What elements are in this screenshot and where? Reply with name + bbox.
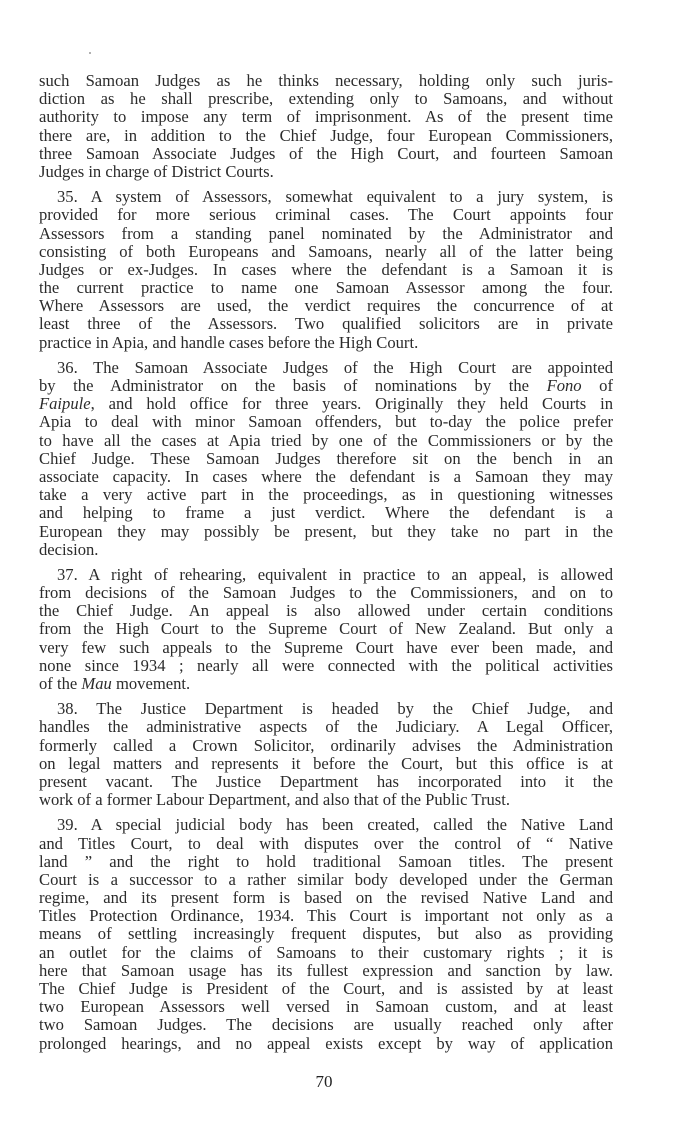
text-line: The Chief Judge is President of the Court, and is assisted by at least: [39, 979, 613, 998]
text-line: [39, 675, 613, 693]
text-line: Where Assessors are used, the verdict requires the concurrence of at: [39, 296, 613, 316]
paragraph: [39, 72, 613, 181]
text-line: 39. A special judicial body has been created, called the Native Land: [57, 815, 613, 835]
italic-term: Mau: [81, 674, 112, 693]
text-line: handles the administrative aspects of the Judiciary. A Legal Officer,: [39, 717, 613, 737]
text-line: Apia to deal with minor Samoan offenders, but to-day the police prefer: [39, 412, 613, 432]
text-line: Titles Protection Ordinance, 1934. This Court is important not only as a: [39, 906, 613, 926]
italic-term: Fono: [546, 376, 582, 395]
text-line: two European Assessors well versed in Samoan custom, and at least: [39, 997, 613, 1017]
text-line: none since 1934 ; nearly all were connected with the political activities: [39, 655, 613, 675]
text-line: diction as he shall prescribe, extending only to Samoans, and without: [39, 89, 613, 109]
text-line: practice in Apia, and handle cases before the High Court.: [39, 332, 419, 352]
text-line: and Titles Court, to deal with disputes over the control of “ Native: [39, 833, 613, 853]
paragraph: [39, 566, 613, 693]
text-line: [39, 377, 613, 395]
text-line: authority to impose any term of imprisonment. As of the present time: [39, 107, 613, 127]
text-line: Judges or ex-Judges. In cases where the defendant is a Samoan it is: [39, 259, 613, 279]
scan-speck: [89, 52, 91, 54]
text-segment: by the Administrator on the basis of nominations by the: [39, 376, 547, 395]
text-line: the current practice to name one Samoan Assessor among the four.: [39, 278, 613, 298]
text-line: 36. The Samoan Associate Judges of the High Court are appointed: [57, 357, 613, 377]
text-line: there are, in addition to the Chief Judge, four European Commissioners,: [39, 125, 613, 145]
text-line: 38. The Justice Department is headed by the Chief Judge, and: [57, 699, 613, 719]
text-line: such Samoan Judges as he thinks necessary, holding only such juris-: [39, 71, 613, 90]
text-line: European they may possibly be present, but they take no part in the: [39, 521, 613, 541]
text-line: consisting of both Europeans and Samoans, nearly all of the latter being: [39, 241, 613, 261]
text-line: Chief Judge. These Samoan Judges therefore sit on the bench in an: [39, 448, 613, 468]
text-segment: , and hold office for three years. Originally they held Courts in: [90, 394, 613, 414]
paragraph: [39, 816, 613, 1052]
text-line: regime, and its present form is based on the revised Native Land and: [39, 888, 613, 908]
text-line: [39, 395, 613, 413]
text-segment: movement.: [111, 674, 191, 693]
text-segment: of: [581, 376, 613, 395]
italic-term: Faipule: [39, 394, 91, 414]
text-line: take a very active part in the proceedings, as in questioning witnesses: [39, 485, 613, 505]
text-line: means of settling increasingly frequent disputes, but also as providing: [39, 924, 613, 944]
text-line: Assessors from a standing panel nominated by the Administrator and: [39, 223, 613, 243]
body-text: [39, 72, 613, 1060]
text-line: from decisions of the Samoan Judges to the Commissioners, and on to: [39, 583, 613, 603]
text-line: 35. A system of Assessors, somewhat equivalent to a jury system, is: [57, 187, 613, 207]
text-line: formerly called a Crown Solicitor, ordinarily advises the Administration: [39, 735, 613, 755]
text-line: two Samoan Judges. The decisions are usually reached only after: [39, 1015, 613, 1035]
text-line: prolonged hearings, and no appeal exists except by way of application: [39, 1033, 613, 1053]
text-line: here that Samoan usage has its fullest expression and sanction by law.: [39, 960, 613, 980]
text-line: the Chief Judge. An appeal is also allowed under certain conditions: [39, 601, 613, 621]
page-number: 70: [315, 1072, 333, 1091]
text-line: provided for more serious criminal cases. The Court appoints four: [39, 205, 613, 225]
text-line: least three of the Assessors. Two qualified solicitors are in private: [39, 314, 613, 334]
text-line: decision.: [39, 539, 99, 559]
text-line: associate capacity. In cases where the defendant is a Samoan they may: [39, 466, 613, 486]
text-line: Court is a successor to a rather similar body developed under the German: [39, 869, 613, 889]
text-line: and helping to frame a just verdict. Where the defendant is a: [39, 503, 613, 523]
text-line: work of a former Labour Department, and also that of the Public Trust.: [39, 790, 510, 810]
text-line: on legal matters and represents it before the Court, but this office is at: [39, 753, 613, 773]
text-line: present vacant. The Justice Department has incorporated into it the: [39, 771, 613, 791]
text-line: to have all the cases at Apia tried by one of the Commissioners or by the: [39, 430, 613, 450]
paragraph: [39, 359, 613, 559]
text-line: from the High Court to the Supreme Court of New Zealand. But only a: [39, 619, 613, 639]
text-segment: of the: [39, 674, 82, 693]
text-line: 37. A right of rehearing, equivalent in practice to an appeal, is allowed: [57, 564, 613, 584]
text-line: an outlet for the claims of Samoans to their customary rights ; it is: [39, 942, 613, 962]
paragraph: [39, 700, 613, 809]
text-line: Judges in charge of District Courts.: [39, 161, 274, 181]
text-line: land ” and the right to hold traditional Samoan titles. The present: [39, 851, 613, 871]
text-line: very few such appeals to the Supreme Court have ever been made, and: [39, 637, 613, 657]
paragraph: [39, 188, 613, 352]
text-line: three Samoan Associate Judges of the High Court, and fourteen Samoan: [39, 143, 613, 163]
